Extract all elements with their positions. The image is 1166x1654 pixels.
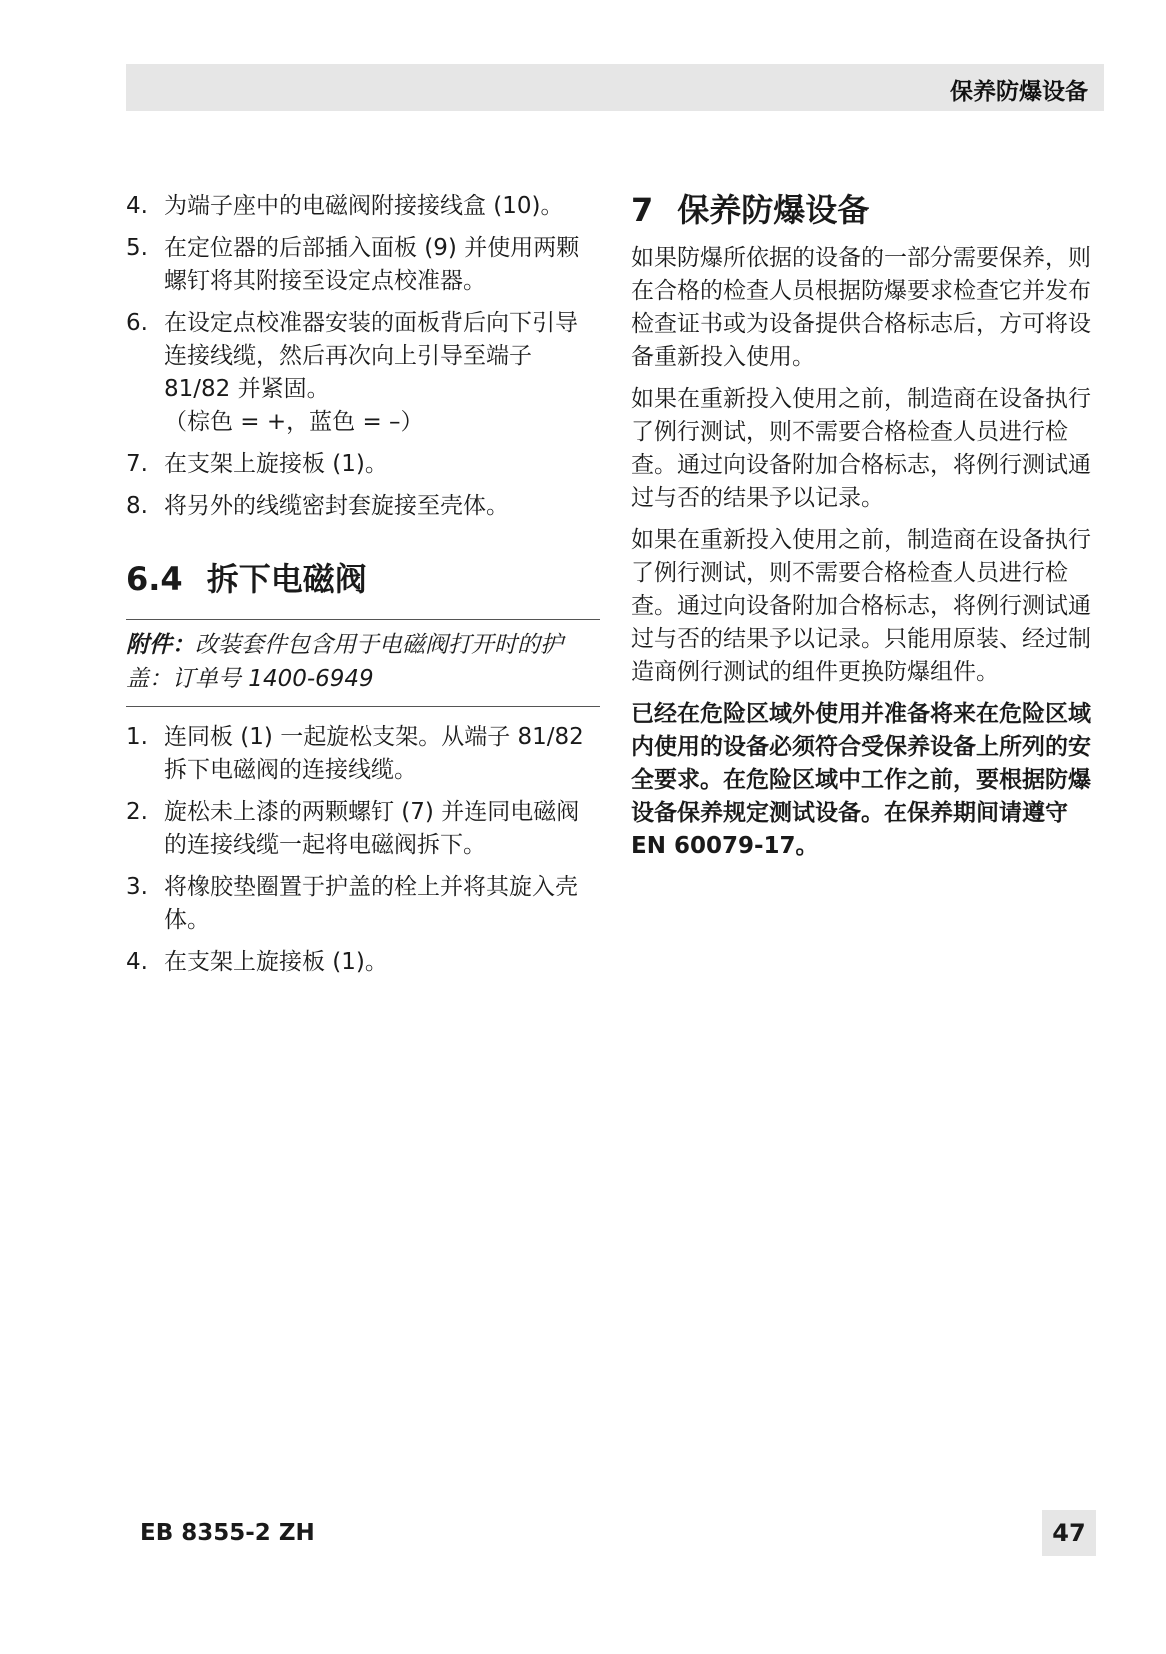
step-list-b	[126, 721, 600, 979]
step-number: 7.	[126, 451, 148, 477]
accessory-note	[126, 619, 600, 707]
note-text: 改装套件包含用于电磁阀打开时的护盖：订单号 1400-6949	[126, 632, 563, 692]
list-item	[126, 490, 600, 523]
section-heading-6-4	[126, 557, 600, 601]
step-number: 2.	[126, 799, 148, 825]
section-heading-7	[631, 188, 1091, 232]
step-number: 6.	[126, 310, 148, 336]
header-bar	[126, 64, 1104, 111]
list-item	[126, 190, 600, 223]
list-item	[126, 721, 600, 787]
section-number: 7	[631, 191, 654, 229]
page-number-box	[1042, 1510, 1096, 1556]
step-number: 5.	[126, 235, 148, 261]
step-text: 将另外的线缆密封套旋接至壳体。	[164, 493, 509, 519]
list-item	[126, 232, 600, 298]
step-subtext: （棕色 = +，蓝色 = –）	[164, 409, 424, 435]
list-item	[126, 871, 600, 937]
step-text: 为端子座中的电磁阀附接接线盒 (10)。	[164, 193, 564, 219]
list-item	[126, 448, 600, 481]
list-item	[126, 946, 600, 979]
step-number: 4.	[126, 949, 148, 975]
left-column	[126, 190, 600, 988]
section-number: 6.4	[126, 560, 183, 598]
paragraph: 如果在重新投入使用之前，制造商在设备执行了例行测试，则不需要合格检查人员进行检查。通过向设备附加合格标志，将例行测试通过与否的结果予以记录。只能用原装、经过制造商例行测试的组件更换防爆组件。	[631, 527, 1091, 685]
step-number: 8.	[126, 493, 148, 519]
step-number: 4.	[126, 193, 148, 219]
step-number: 3.	[126, 874, 148, 900]
step-text: 旋松未上漆的两颗螺钉 (7) 并连同电磁阀的连接线缆一起将电磁阀拆下。	[164, 799, 580, 858]
safety-warning-paragraph: 已经在危险区域外使用并准备将来在危险区域内使用的设备必须符合受保养设备上所列的安全要求。在危险区域中工作之前，要根据防爆设备保养规定测试设备。在保养期间请遵守 EN 60079-17。	[631, 701, 1091, 859]
step-text: 在支架上旋接板 (1)。	[164, 451, 388, 477]
page-number: 47	[1052, 1519, 1086, 1547]
step-list-a	[126, 190, 600, 523]
paragraph: 如果防爆所依据的设备的一部分需要保养，则在合格的检查人员根据防爆要求检查它并发布检查证书或为设备提供合格标志后，方可将设备重新投入使用。	[631, 245, 1091, 370]
note-label: 附件：	[126, 632, 195, 658]
paragraph: 如果在重新投入使用之前，制造商在设备执行了例行测试，则不需要合格检查人员进行检查。通过向设备附加合格标志，将例行测试通过与否的结果予以记录。	[631, 386, 1091, 511]
step-text: 在定位器的后部插入面板 (9) 并使用两颗螺钉将其附接至设定点校准器。	[164, 235, 580, 294]
list-item	[126, 796, 600, 862]
step-text: 在设定点校准器安装的面板背后向下引导连接线缆，然后再次向上引导至端子 81/82 并紧固。	[164, 310, 578, 402]
section-title: 拆下电磁阀	[206, 560, 367, 598]
header-title: 保养防爆设备	[950, 79, 1088, 105]
right-column	[631, 190, 1091, 872]
list-item	[126, 307, 600, 439]
step-number: 1.	[126, 724, 148, 750]
section-title: 保养防爆设备	[677, 191, 870, 229]
step-text: 将橡胶垫圈置于护盖的栓上并将其旋入壳体。	[164, 874, 578, 933]
step-text: 连同板 (1) 一起旋松支架。从端子 81/82 拆下电磁阀的连接线缆。	[164, 724, 584, 783]
document-id: EB 8355-2 ZH	[140, 1520, 315, 1546]
step-text: 在支架上旋接板 (1)。	[164, 949, 388, 975]
